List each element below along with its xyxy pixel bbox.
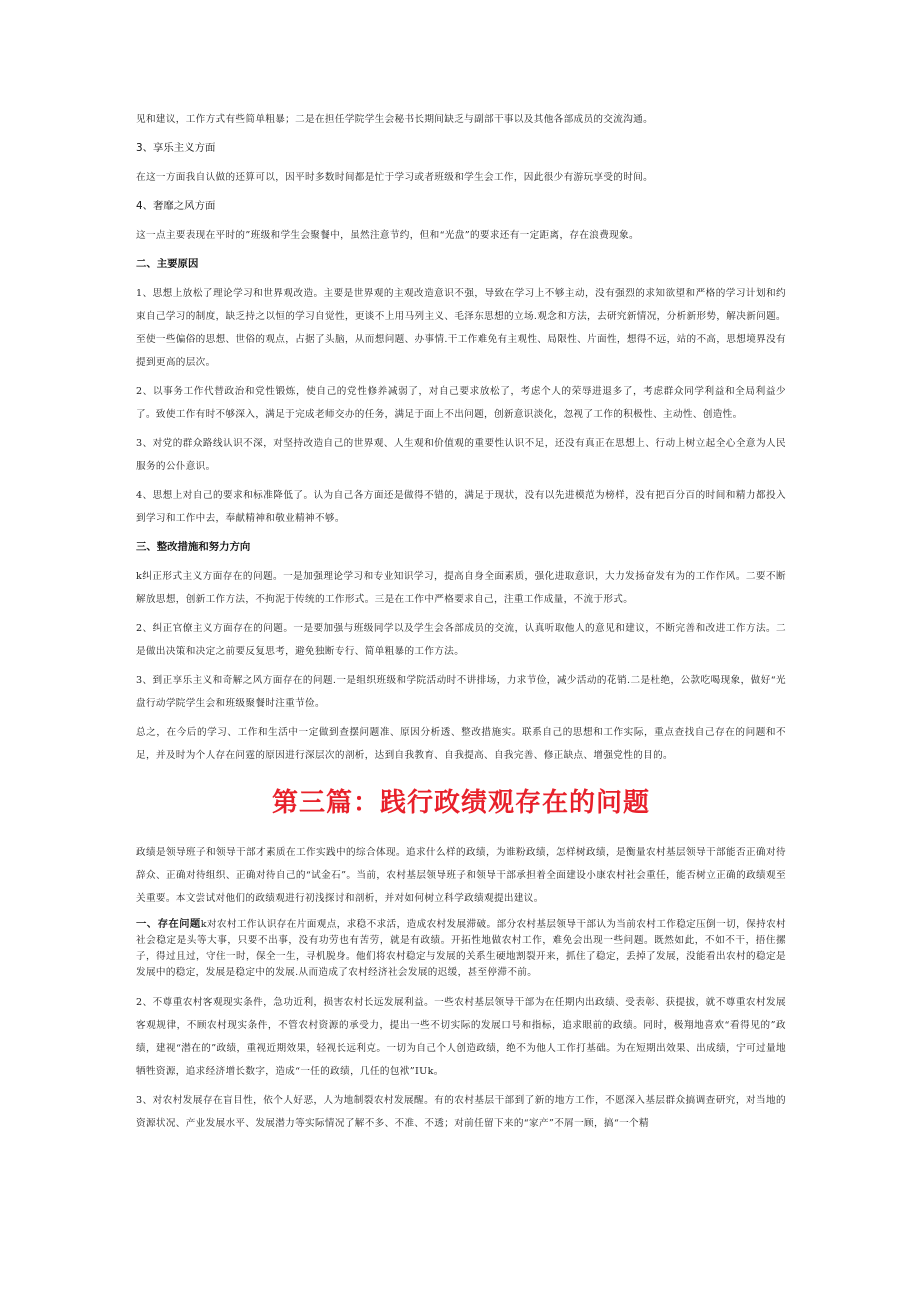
paragraph-reason-4: 4、思想上对自己的要求和标准降低了。认为自己各方面还是做得不错的，满足于现状，没有以先进模范为榜样，没有把百分百的时间和精力都投入到学习和工作中去，奉献精神和敬业精神不够。	[136, 490, 786, 524]
paragraph-measure-3: 3、到正享乐主义和奇解之风方面存在的问题.一是组织班级和学院活动时不讲排场，力求节俭，减少活动的花销.二是杜绝，公款吃喝现象，做好“光盘行动学院学生会和班级聚餐时注重节俭。	[136, 675, 786, 709]
document-page	[136, 108, 786, 1141]
paragraph-problem-1-text: k对农村工作认识存在片面观点，求稳不求活，造成农村发展滞破。部分农村基层领导干部认为当前农村工作稳定压倒一切，保持农村社会稳定是头等大事，只要不出事，没有功劳也有苦劳，就是有政绩。开拓性地做农村工作，难免会出现一些问题。既然如此，不如不干，捂住摞子，得过且过，守住一时，保全一生，寻机脱身。他们将农村稳定与发展的关系生硬地割裂开来，抓住了稳定，丢掉了发展，没能看出农村的稳定是发展中的稳定，发展是稳定中的发展.从而造成了农村经济社会发展的迟缓，甚至停滞不前。	[136, 919, 786, 978]
paragraph-measure-1: k纠正形式主义方面存在的问题。一是加强理论学习和专业知识学习，提高自身全面素质，强化进取意识，大力发扬奋发有为的工作作风。二要不断解放思想，创新工作方法，不拘泥于传统的工作形式。三是在工作中严格要求自己，注重工作成量，不流于形式。	[136, 571, 786, 605]
subheading-extravagance: 4、奢靡之风方面	[136, 200, 216, 212]
paragraph-reason-1: 1、思想上放松了理论学习和世界观改造。主要是世界观的主观改造意识不强，导致在学习上不够主动，没有强烈的求知欲望和严格的学习计划和约束自己学习的制度，缺乏持之以恒的学习自觉性，更谈不上用马列主义、毛泽东思想的立场.观念和方法，去研究新情况，分析新形势，解决新问题。至使一些偏俗的思想、世俗的观点，占据了头脑，从而想问题、办事情.干工作难免有主观性、局限性、片面性，想得不远，站的不高，思想境界没有提到更高的层次。	[136, 288, 786, 368]
paragraph-measure-2: 2、纠正官僚主义方面存在的问题。一是要加强与班级同学以及学生会各部成员的交流，认真听取他人的意见和建议，不断完善和改进工作方法。二是做出决策和决定之前要反复思考，避免独断专行、简单粗暴的工作方法。	[136, 623, 786, 657]
heading-existing-problems: 一、存在问题	[136, 918, 201, 930]
paragraph-problem-2: 2、不尊重农村客观现实条件，急功近利，损害农村长远发展利益。一些农村基层领导干部为在任期内出政绩、受表彰、获提拔，就不尊重农村发展客观规律，不顾农村现实条件，不管农村资源的承受力，提出一些不切实际的发展口号和指标，追求眼前的政绩。同时，极翔地喜欢“看得见的”政绩，建视“潜在的”政绩，重视近期效果，轻视长远利克。一切为自己个人创造政绩，绝不为他人工作打基础。为在短期出效果、出成绩，宁可过量地牺牲资源，追求经济增长数字，造成“一任的政绩，几任的包袱”IUk。	[136, 997, 786, 1077]
subheading-hedonism: 3、享乐主义方面	[136, 142, 216, 154]
paragraph-problem-3: 3、对农村发展存在盲目性，依个人好恶，人为地制裂农村发展醒。有的农村基层干部到了新的地方工作，不愿深入基层群众搞调查研究，对当地的资源状况、产业发展水平、发展潜力等实际情况了解不多、不准、不透；对前任留下来的“家产”不屑一顾，搞“一个精	[136, 1095, 786, 1129]
heading-rectification: 三、整改措施和努力方向	[136, 541, 251, 553]
paragraph-problem-1	[136, 916, 786, 981]
paragraph-hedonism: 在这一方面我自认做的还算可以，因平时多数时间都是忙于学习或者班级和学生会工作，因此很少有游玩享受的时间。	[136, 172, 654, 183]
article-title: 第三篇：践行政绩观存在的问题	[271, 788, 650, 818]
paragraph-conclusion: 总之，在今后的学习、工作和生活中一定做到查摆问题准、原因分析透、整改措施实。联系自己的思想和工作实际，重点查找自己存在的问题和不足，并及时为个人存在问霆的原因进行深层次的剖析，达到自我教育、自我提高、自我完善、修正缺点、增强党性的目的。	[136, 727, 786, 761]
paragraph-reason-3: 3、对党的群众路线认识不深，对坚持改造自己的世界观、人生观和价值观的重要性认识不足，还没有真正在思想上、行动上树立起全心全意为人民服务的公仆意识。	[136, 438, 786, 472]
paragraph-article-intro: 政绩是领导班子和领导干部才素质在工作实践中的综合体现。追求什么样的政绩，为谁粉政绩，怎样树政绩，是衡量农村基层领导干部能否正确对待辞众、正确对待组织、正确对待自己的“试金石”。当前，农村基层领导班子和领导干部承担着全面建设小康农村社会重任，能否树立正确的政绩观至关重要。本文尝试对他们的政绩观进行初浅探讨和剖析，并对如何树立科学政绩观提出建议。	[136, 847, 786, 904]
heading-main-reasons: 二、主要原因	[136, 258, 199, 270]
paragraph-intro-continued: 见和建议，工作方式有些简单粗暴；二是在担任学院学生会秘书长期间缺乏与副部干事以及其他各部成员的交流沟通。	[136, 114, 654, 125]
paragraph-reason-2: 2、以事务工作代替政治和党性锻炼，使自己的党性修养减弱了，对自己要求放松了，考虑个人的荣辱进退多了，考虑群众同学利益和全局利益少了。致使工作有时不够深入，满足于完成老师交办的任务，满足于面上不出问题，创新意识淡化，忽视了工作的积极性、主动性、创造性。	[136, 386, 786, 420]
paragraph-extravagance: 这一点主要表现在平时的”班级和学生会聚餐中，虽然注意节约，但和“光盘”的要求还有一定距离，存在浪费现象。	[136, 230, 640, 241]
